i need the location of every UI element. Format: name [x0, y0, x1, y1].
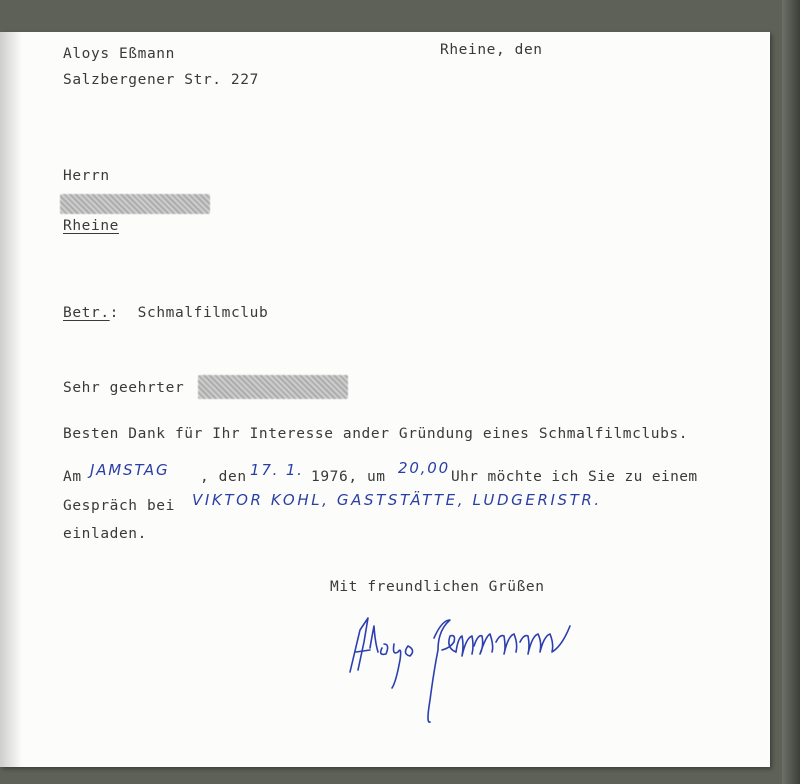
subject-text: Schmalfilmclub — [137, 305, 269, 321]
body-am: Am — [63, 469, 82, 485]
body-gesprach: Gespräch bei — [63, 498, 175, 514]
album-page-edge — [782, 0, 800, 784]
redacted-recipient-street — [60, 194, 210, 214]
page-shadow — [0, 32, 22, 767]
closing-formula: Mit freundlichen Grüßen — [330, 579, 545, 595]
recipient-city: Rheine — [63, 218, 119, 234]
redacted-recipient-name — [198, 375, 348, 399]
place-date: Rheine, den — [440, 42, 543, 58]
handwritten-time: 20,00 — [398, 459, 450, 477]
handwritten-signature — [338, 590, 588, 730]
sender-name: Aloys Eßmann — [63, 46, 175, 62]
subject-label: Betr. — [63, 305, 110, 321]
handwritten-venue: VIKTOR KOHL, GASTSTÄTTE, LUDGERISTR. — [192, 491, 602, 509]
sender-street: Salzbergener Str. 227 — [63, 72, 259, 88]
handwritten-day: JAMSTAG — [90, 461, 170, 479]
body-den: , den — [200, 469, 247, 485]
body-closing-line: einladen. — [63, 526, 147, 542]
subject-colon: : — [109, 305, 119, 321]
body-line-2-tail: Uhr möchte ich Sie zu einem — [451, 469, 698, 485]
body-line-1: Besten Dank für Ihr Interesse ander Gründung eines Schmalfilmclubs. — [63, 426, 689, 442]
body-year: 1976, um — [311, 469, 386, 485]
greeting: Sehr geehrter — [63, 380, 185, 396]
recipient-salutation: Herrn — [63, 168, 110, 184]
subject-line — [63, 305, 268, 321]
handwritten-date: 17. 1. — [250, 461, 304, 479]
